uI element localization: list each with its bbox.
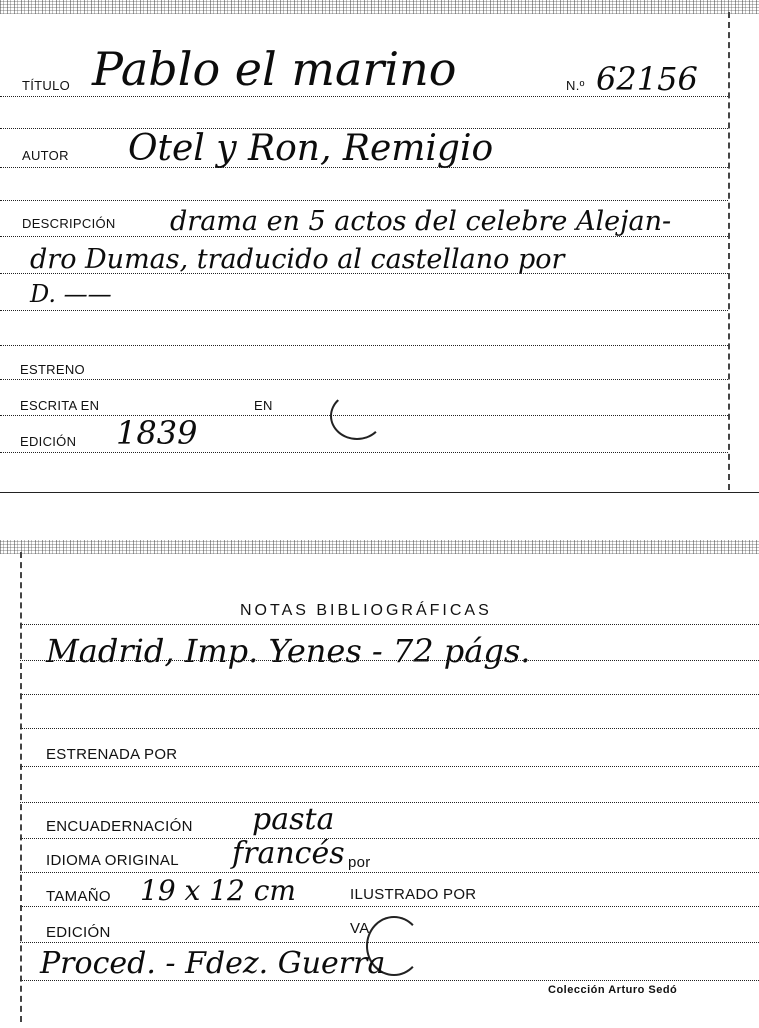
edicion-label: EDICIÓN bbox=[46, 924, 111, 941]
estreno-line bbox=[0, 379, 728, 380]
idioma-original-label: IDIOMA ORIGINAL bbox=[46, 852, 179, 869]
coleccion-label: Colección Arturo Sedó bbox=[548, 984, 678, 996]
descripcion-line-2: dro Dumas, traducido al castellano por bbox=[30, 244, 565, 275]
edicion-line bbox=[0, 452, 728, 453]
titulo-label: TÍTULO bbox=[22, 78, 71, 93]
descripcion-line-3: D. —— bbox=[30, 280, 112, 308]
rule-line bbox=[20, 802, 759, 803]
rule-line bbox=[20, 624, 759, 625]
autor-line bbox=[0, 167, 728, 168]
numero-label: N.º bbox=[566, 78, 585, 93]
tamano-line bbox=[20, 906, 759, 907]
card-top-edge bbox=[0, 0, 759, 14]
card-left-border bbox=[20, 552, 22, 1022]
card-top-edge bbox=[0, 540, 759, 554]
autor-label: AUTOR bbox=[22, 148, 69, 163]
rule-line bbox=[0, 345, 728, 346]
procedencia-value: Proced. - Fdez. Guerra bbox=[40, 946, 386, 981]
descripcion-line bbox=[0, 273, 728, 274]
estrenada-por-label: ESTRENADA POR bbox=[46, 746, 178, 763]
encuadernacion-line bbox=[20, 838, 759, 839]
catalog-card-front bbox=[0, 0, 759, 495]
encuadernacion-label: ENCUADERNACIÓN bbox=[46, 818, 193, 835]
notas-line bbox=[20, 694, 759, 695]
card-front-bottom-edge bbox=[0, 492, 759, 493]
edicion-value: 1839 bbox=[116, 414, 198, 452]
titulo-value: Pablo el marino bbox=[92, 42, 457, 96]
tamano-label: TAMAÑO bbox=[46, 888, 111, 905]
card-right-border bbox=[728, 12, 730, 490]
numero-value: 62156 bbox=[596, 60, 698, 98]
tamano-value: 19 x 12 cm bbox=[140, 874, 296, 907]
ilustrado-por-label: ILUSTRADO POR bbox=[350, 886, 477, 903]
estrenada-por-line bbox=[20, 766, 759, 767]
notas-bibliograficas-title: NOTAS BIBLIOGRÁFICAS bbox=[240, 602, 492, 619]
notas-line bbox=[20, 728, 759, 729]
idioma-original-value: francés bbox=[232, 836, 345, 871]
autor-value: Otel y Ron, Remigio bbox=[128, 128, 494, 169]
edicion-label: EDICIÓN bbox=[20, 434, 77, 449]
encuadernacion-value: pasta bbox=[252, 802, 335, 837]
rule-line bbox=[0, 200, 728, 201]
notas-line-1: Madrid, Imp. Yenes - 72 págs. bbox=[46, 632, 531, 670]
descripcion-line-1: drama en 5 actos del celebre Alejan- bbox=[170, 206, 672, 237]
descripcion-line bbox=[0, 310, 728, 311]
procedencia-line bbox=[20, 980, 759, 981]
edicion-line bbox=[20, 942, 759, 943]
va-label: VA bbox=[350, 920, 370, 937]
por-label: por bbox=[348, 854, 371, 871]
catalog-card-back bbox=[0, 540, 759, 1028]
notas-line bbox=[20, 660, 759, 661]
escrita-en-label: ESCRITA EN bbox=[20, 398, 100, 413]
en-label: EN bbox=[254, 398, 273, 413]
descripcion-label: DESCRIPCIÓN bbox=[22, 216, 116, 231]
stamp-mark bbox=[330, 392, 384, 440]
idioma-line bbox=[20, 872, 759, 873]
titulo-line bbox=[0, 96, 728, 97]
estreno-label: ESTRENO bbox=[20, 362, 85, 377]
descripcion-line bbox=[0, 236, 728, 237]
